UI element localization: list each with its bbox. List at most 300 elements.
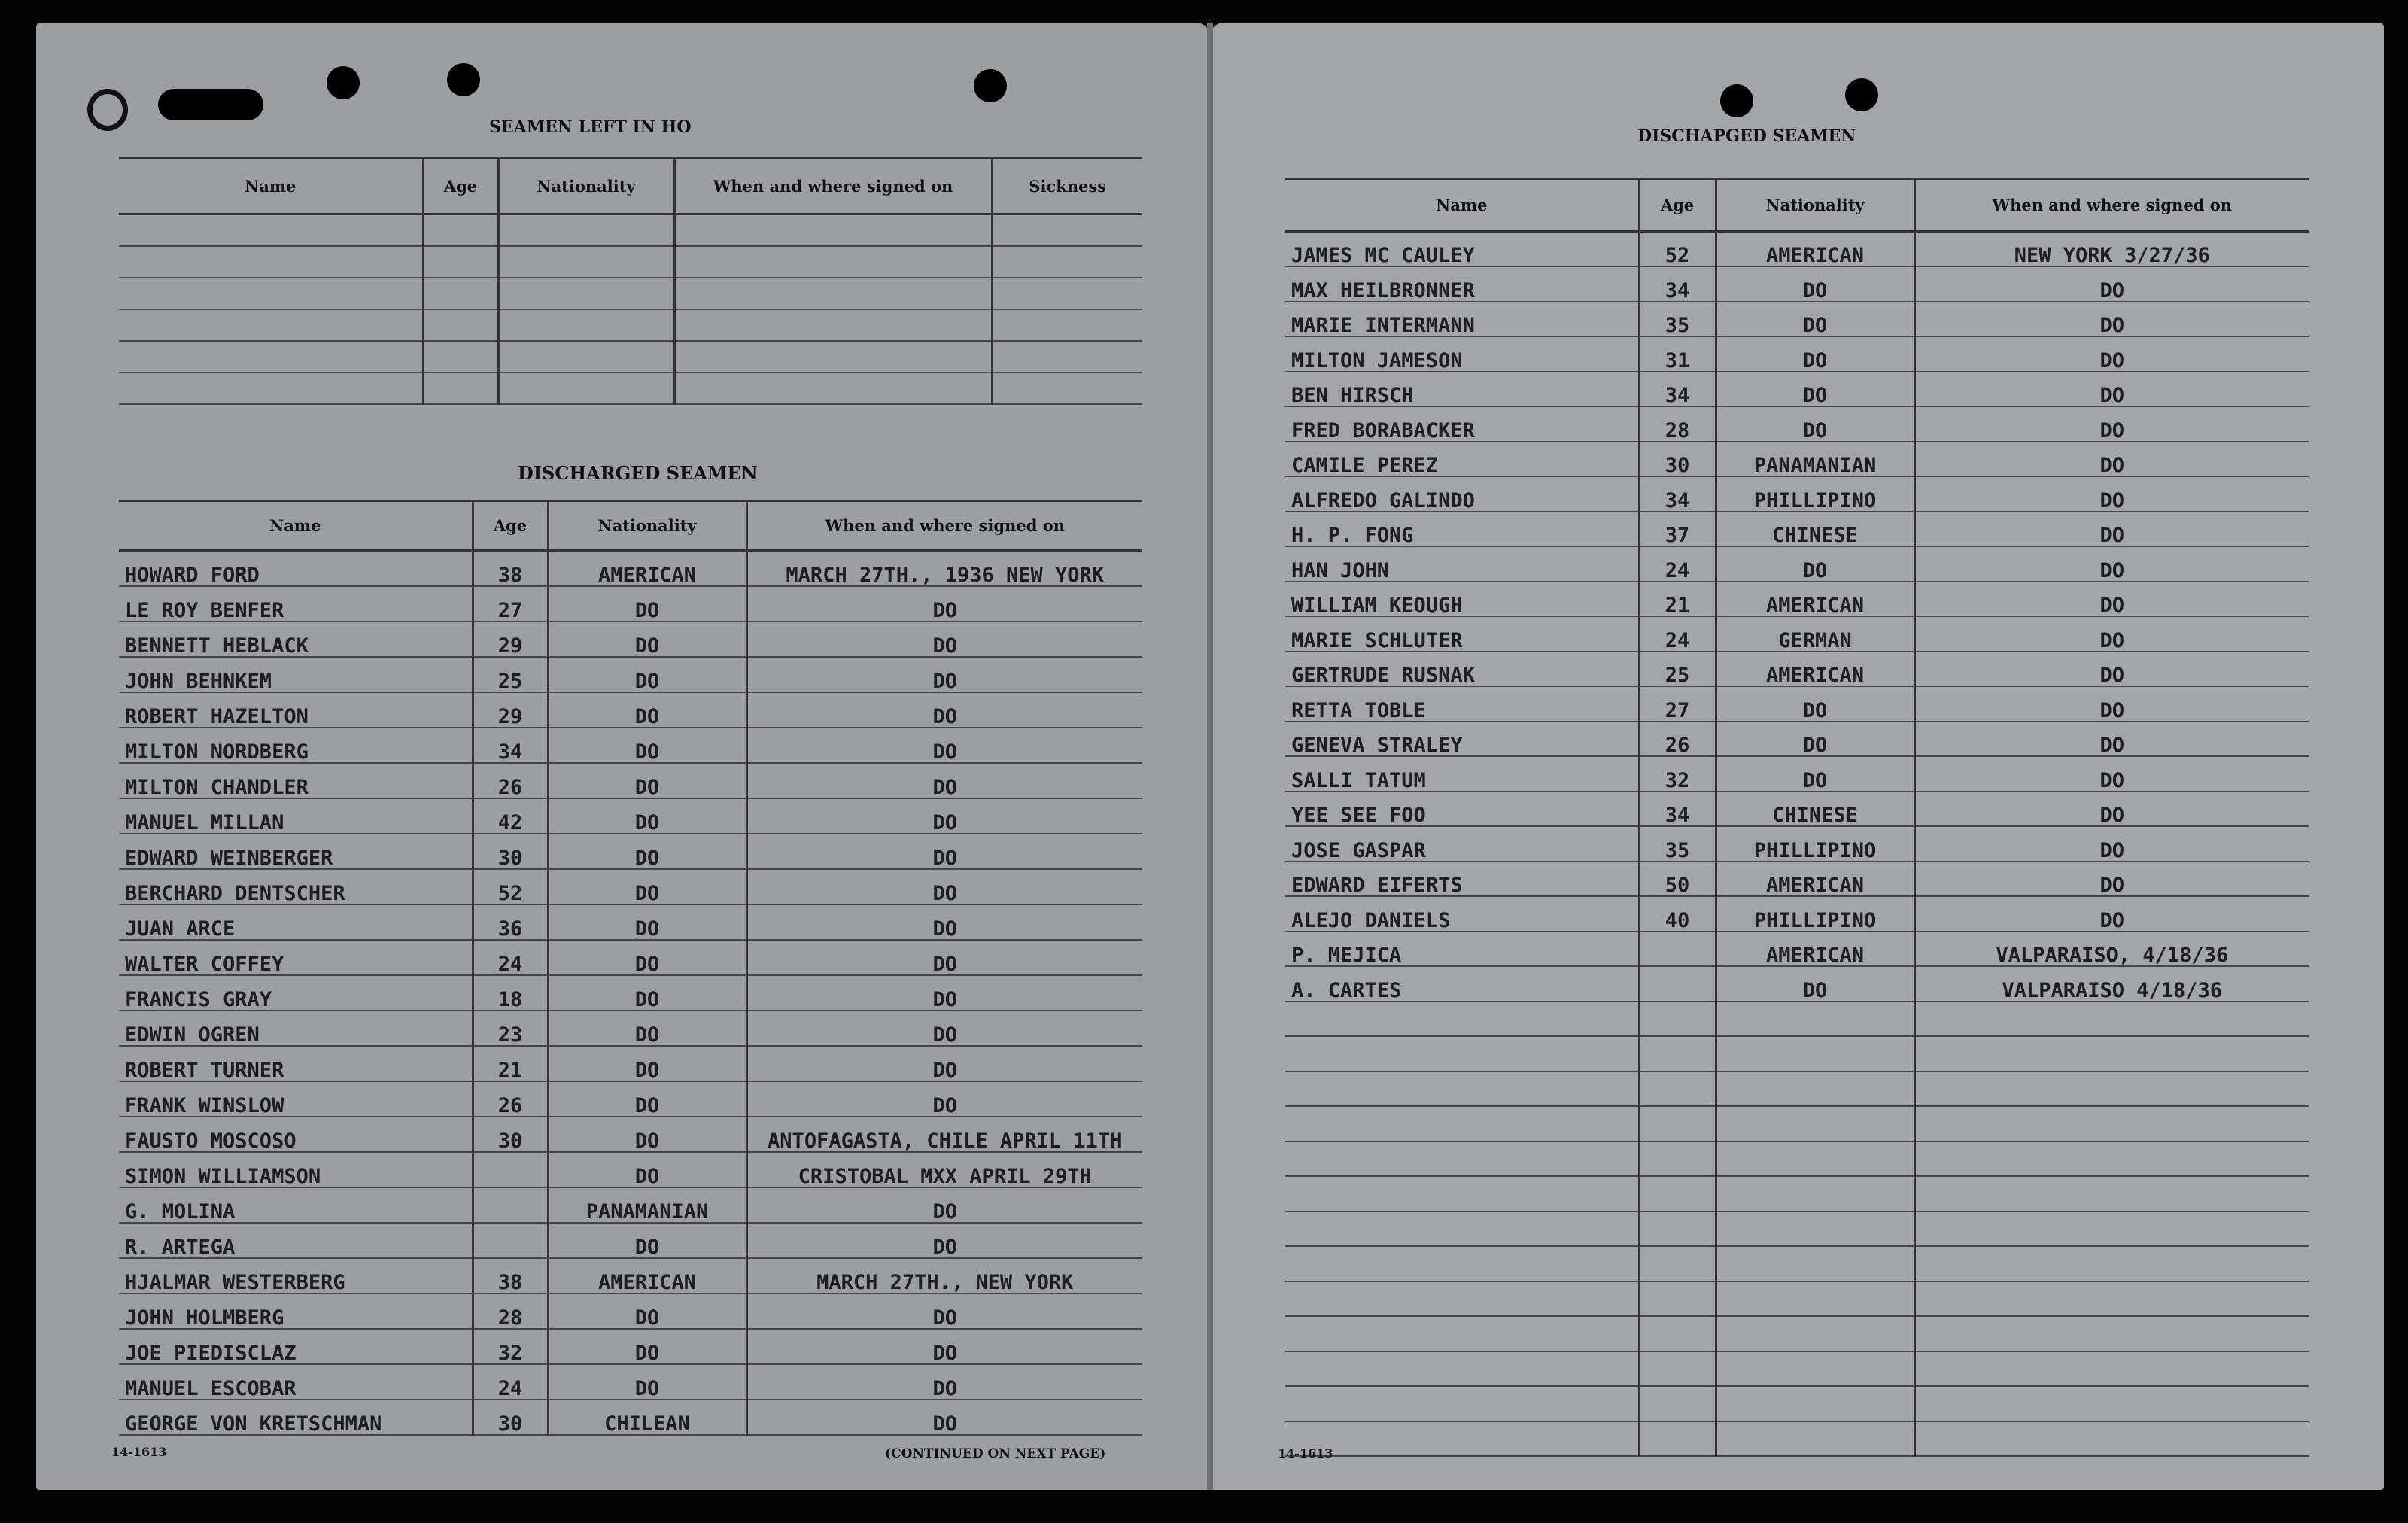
table-row <box>1285 896 2309 932</box>
table-cell: DO <box>746 869 1142 904</box>
table-cell: DO <box>1914 582 2309 617</box>
table-cell: JOHN HOLMBERG <box>119 1293 473 1329</box>
table-cell: FRED BORABACKER <box>1285 406 1639 442</box>
table-cell: MILTON NORDBERG <box>119 728 473 763</box>
table-cell: BENNETT HEBLACK <box>119 622 473 657</box>
table-cell <box>1914 1176 2309 1211</box>
table-cell: 52 <box>1639 232 1716 267</box>
column-header: Name <box>1285 179 1639 232</box>
table-cell: PHILLIPINO <box>1716 476 1914 512</box>
table-cell <box>1285 1316 1639 1351</box>
table-cell: DO <box>1914 792 2309 827</box>
table-cell <box>1285 1386 1639 1421</box>
table-cell: PHILLIPINO <box>1716 826 1914 862</box>
table-cell: 30 <box>1639 442 1716 477</box>
table-cell: AMERICAN <box>1716 932 1914 967</box>
table-cell: 31 <box>1639 336 1716 372</box>
table-cell <box>1285 1421 1639 1457</box>
table-row <box>1285 966 2309 1002</box>
table-cell <box>1285 1281 1639 1317</box>
table-row <box>119 551 1142 586</box>
table-cell: DO <box>746 1011 1142 1046</box>
table-cell: DO <box>1914 266 2309 302</box>
table-cell: DO <box>1914 826 2309 862</box>
table-cell: 37 <box>1639 512 1716 547</box>
table-cell <box>1914 1281 2309 1317</box>
table-row <box>119 1081 1142 1117</box>
form-number: 14-1613 <box>1278 1446 1333 1461</box>
table-cell: DO <box>548 1117 746 1152</box>
table-cell: DO <box>548 622 746 657</box>
table-cell <box>1639 1036 1716 1072</box>
table-row <box>119 278 1142 309</box>
table-cell: DO <box>746 586 1142 622</box>
table-cell <box>1285 1246 1639 1281</box>
table-row <box>1285 1141 2309 1177</box>
table-cell: DO <box>1914 862 2309 897</box>
table-row <box>1285 1281 2309 1317</box>
column-header: Nationality <box>548 501 746 551</box>
table-row <box>119 372 1142 404</box>
table-cell: 38 <box>473 1258 548 1293</box>
table-cell <box>1716 1351 1914 1387</box>
table-cell: ANTOFAGASTA, CHILE APRIL 11TH <box>746 1117 1142 1152</box>
punch-hole-icon <box>327 66 360 99</box>
table-cell: 29 <box>473 622 548 657</box>
table-row <box>1285 512 2309 547</box>
table-row <box>119 657 1142 692</box>
right-title: DISCHAPGED SEAMEN <box>1637 126 1856 146</box>
table-cell: DO <box>746 940 1142 975</box>
table-cell <box>1914 1141 2309 1177</box>
table-row <box>1285 686 2309 722</box>
table-cell: YEE SEE FOO <box>1285 792 1639 827</box>
table-cell: DO <box>1716 372 1914 407</box>
column-header: Name <box>119 501 473 551</box>
table-row <box>119 1258 1142 1293</box>
table-row <box>1285 1106 2309 1141</box>
table-cell: 24 <box>1639 546 1716 582</box>
column-header: When and where signed on <box>674 158 992 214</box>
table-cell: DO <box>1914 896 2309 932</box>
table-row <box>119 1364 1142 1400</box>
table-row <box>1285 582 2309 617</box>
table-cell <box>1716 1316 1914 1351</box>
table-cell: CHILEAN <box>548 1400 746 1435</box>
table-cell: 36 <box>473 904 548 940</box>
column-header: When and where signed on <box>746 501 1142 551</box>
table-cell <box>119 214 423 246</box>
table-cell: 34 <box>473 728 548 763</box>
table-row <box>119 214 1142 246</box>
table-cell: 24 <box>1639 616 1716 652</box>
table-cell <box>992 341 1142 372</box>
table-cell: DO <box>548 798 746 834</box>
table-cell: 18 <box>473 975 548 1011</box>
table-cell: DO <box>746 622 1142 657</box>
punch-hole-icon <box>974 69 1007 102</box>
table-cell: 34 <box>1639 476 1716 512</box>
table-cell: JOE PIEDISCLAZ <box>119 1329 473 1364</box>
table-row <box>119 940 1142 975</box>
table-cell: DO <box>746 1187 1142 1223</box>
table-cell: LE ROY BENFER <box>119 586 473 622</box>
table-cell <box>1639 1246 1716 1281</box>
table-cell <box>992 214 1142 246</box>
table-cell: DO <box>548 1081 746 1117</box>
table-row <box>1285 862 2309 897</box>
table-row <box>1285 546 2309 582</box>
table-cell: DO <box>548 869 746 904</box>
table-cell <box>1914 1386 2309 1421</box>
table-cell <box>1914 1421 2309 1457</box>
table-cell: DO <box>548 763 746 798</box>
table-cell <box>423 246 498 278</box>
table-cell <box>1639 1386 1716 1421</box>
table-cell: 38 <box>473 551 548 586</box>
table-cell: DO <box>1914 512 2309 547</box>
table-cell: DO <box>1914 546 2309 582</box>
table-cell: DO <box>548 1152 746 1187</box>
table-cell <box>1285 1211 1639 1247</box>
table-cell: DO <box>1914 336 2309 372</box>
table-cell <box>1716 1281 1914 1317</box>
table-cell: BEN HIRSCH <box>1285 372 1639 407</box>
table-cell <box>1914 1211 2309 1247</box>
table-cell: DO <box>1716 966 1914 1002</box>
table-cell: AMERICAN <box>548 551 746 586</box>
seamen-left-table <box>119 157 1142 405</box>
table-row <box>119 869 1142 904</box>
table-cell: DO <box>746 763 1142 798</box>
table-cell <box>119 341 423 372</box>
table-row <box>119 1329 1142 1364</box>
table-cell <box>1716 1421 1914 1457</box>
table-cell: AMERICAN <box>1716 652 1914 687</box>
table-cell: DO <box>746 728 1142 763</box>
table-cell: FRANK WINSLOW <box>119 1081 473 1117</box>
table-cell <box>423 214 498 246</box>
table-cell: DO <box>1716 756 1914 792</box>
table-cell: DO <box>746 798 1142 834</box>
table-cell: DO <box>746 1223 1142 1258</box>
table-row <box>119 1187 1142 1223</box>
punch-hole-icon <box>1845 78 1878 111</box>
table-cell: MILTON JAMESON <box>1285 336 1639 372</box>
table-row <box>119 309 1142 341</box>
table-cell <box>1639 1002 1716 1037</box>
table-cell <box>1716 1386 1914 1421</box>
table-cell: DO <box>1914 616 2309 652</box>
table-cell: DO <box>548 1364 746 1400</box>
table-cell <box>1716 1246 1914 1281</box>
table-row <box>1285 1072 2309 1107</box>
table-cell: 40 <box>1639 896 1716 932</box>
table-cell: DO <box>548 1046 746 1081</box>
table-cell <box>674 246 992 278</box>
table-cell <box>1639 1211 1716 1247</box>
table-cell: 24 <box>473 1364 548 1400</box>
table-cell <box>1716 1072 1914 1107</box>
table-cell: 34 <box>1639 372 1716 407</box>
table-cell: VALPARAISO, 4/18/36 <box>1914 932 2309 967</box>
table-cell <box>674 309 992 341</box>
table-row <box>1285 1316 2309 1351</box>
table-cell: H. P. FONG <box>1285 512 1639 547</box>
table-cell: DO <box>1716 266 1914 302</box>
table-cell: DO <box>746 1293 1142 1329</box>
table-row <box>1285 372 2309 407</box>
table-cell: MARIE INTERMANN <box>1285 302 1639 337</box>
table-row <box>119 834 1142 869</box>
punch-hole-icon <box>447 63 480 96</box>
table-cell <box>119 246 423 278</box>
table-cell: MARIE SCHLUTER <box>1285 616 1639 652</box>
table-cell <box>992 246 1142 278</box>
table-cell: DO <box>1914 722 2309 757</box>
table-cell: 30 <box>473 834 548 869</box>
table-cell: DO <box>548 692 746 728</box>
table-cell: CHINESE <box>1716 512 1914 547</box>
table-cell: EDWIN OGREN <box>119 1011 473 1046</box>
table-cell <box>1914 1316 2309 1351</box>
table-row <box>119 1117 1142 1152</box>
left-discharged-table <box>119 500 1142 1436</box>
table-cell: FAUSTO MOSCOSO <box>119 1117 473 1152</box>
table-row <box>1285 932 2309 967</box>
table-row <box>119 1293 1142 1329</box>
table-cell: EDWARD WEINBERGER <box>119 834 473 869</box>
column-header: When and where signed on <box>1914 179 2309 232</box>
table-cell: DO <box>1716 546 1914 582</box>
table-cell: 34 <box>1639 266 1716 302</box>
table-cell <box>473 1187 548 1223</box>
table-cell: VALPARAISO 4/18/36 <box>1914 966 2309 1002</box>
table-cell <box>1914 1072 2309 1107</box>
table-row <box>1285 232 2309 267</box>
table-cell: DO <box>746 657 1142 692</box>
table-cell: GERTRUDE RUSNAK <box>1285 652 1639 687</box>
table-cell: HOWARD FORD <box>119 551 473 586</box>
table-cell <box>423 278 498 309</box>
table-row <box>119 975 1142 1011</box>
table-cell <box>119 372 423 404</box>
table-row <box>1285 1421 2309 1457</box>
table-cell: JAMES MC CAULEY <box>1285 232 1639 267</box>
table-row <box>119 1011 1142 1046</box>
table-cell: 32 <box>1639 756 1716 792</box>
table-cell: R. ARTEGA <box>119 1223 473 1258</box>
table-row <box>119 341 1142 372</box>
table-row <box>1285 616 2309 652</box>
table-cell: DO <box>1914 442 2309 477</box>
table-cell <box>992 309 1142 341</box>
table-cell <box>1639 1141 1716 1177</box>
table-cell: AMERICAN <box>1716 862 1914 897</box>
table-cell: GERMAN <box>1716 616 1914 652</box>
table-cell <box>1716 1211 1914 1247</box>
table-cell: DO <box>1716 302 1914 337</box>
table-row <box>119 763 1142 798</box>
table-cell: DO <box>548 1011 746 1046</box>
table-cell: 52 <box>473 869 548 904</box>
table-cell: DO <box>1914 302 2309 337</box>
table-row <box>119 728 1142 763</box>
table-cell: 27 <box>473 586 548 622</box>
table-cell: DO <box>548 940 746 975</box>
right-discharged-table <box>1285 178 2309 1457</box>
table-cell: PHILLIPINO <box>1716 896 1914 932</box>
table-cell: GENEVA STRALEY <box>1285 722 1639 757</box>
table-cell: DO <box>1716 336 1914 372</box>
table-cell: 23 <box>473 1011 548 1046</box>
column-header: Age <box>1639 179 1716 232</box>
table-cell: DO <box>548 586 746 622</box>
table-cell <box>423 341 498 372</box>
table-row <box>1285 336 2309 372</box>
table-cell: DO <box>746 834 1142 869</box>
binder-clip-icon <box>158 89 263 120</box>
table-cell: DO <box>548 1223 746 1258</box>
table-cell: 35 <box>1639 302 1716 337</box>
table-cell: DO <box>1914 406 2309 442</box>
form-number: 14-1613 <box>111 1445 167 1459</box>
table-cell <box>1285 1351 1639 1387</box>
table-cell <box>674 278 992 309</box>
table-cell <box>992 278 1142 309</box>
table-cell: 25 <box>1639 652 1716 687</box>
table-row <box>119 1223 1142 1258</box>
table-cell: DO <box>548 728 746 763</box>
table-cell: CRISTOBAL MXX APRIL 29TH <box>746 1152 1142 1187</box>
table-cell: DO <box>548 1329 746 1364</box>
table-cell: A. CARTES <box>1285 966 1639 1002</box>
table-cell: GEORGE VON KRETSCHMAN <box>119 1400 473 1435</box>
table-cell: DO <box>1716 722 1914 757</box>
table-cell: DO <box>746 1329 1142 1364</box>
table-cell <box>1285 1072 1639 1107</box>
table-cell: DO <box>548 904 746 940</box>
table-cell: MARCH 27TH., 1936 NEW YORK <box>746 551 1142 586</box>
table-row <box>1285 722 2309 757</box>
table-cell: MANUEL MILLAN <box>119 798 473 834</box>
table-cell: CAMILE PEREZ <box>1285 442 1639 477</box>
table-cell: 34 <box>1639 792 1716 827</box>
table-row <box>119 692 1142 728</box>
table-cell: DO <box>746 1081 1142 1117</box>
table-row <box>1285 302 2309 337</box>
table-cell: PANAMANIAN <box>1716 442 1914 477</box>
table-cell <box>473 1223 548 1258</box>
column-header: Sickness <box>992 158 1142 214</box>
table-cell <box>1716 1036 1914 1072</box>
column-header: Name <box>119 158 423 214</box>
table-cell: 28 <box>473 1293 548 1329</box>
table-cell: 26 <box>473 763 548 798</box>
table-cell: AMERICAN <box>548 1258 746 1293</box>
table-row <box>1285 826 2309 862</box>
table-cell <box>1639 1316 1716 1351</box>
table-cell <box>498 246 674 278</box>
table-cell: SALLI TATUM <box>1285 756 1639 792</box>
table-cell: 21 <box>1639 582 1716 617</box>
column-header: Nationality <box>1716 179 1914 232</box>
continued-note: (CONTINUED ON NEXT PAGE) <box>885 1446 1106 1461</box>
table-cell: ROBERT HAZELTON <box>119 692 473 728</box>
table-cell <box>674 372 992 404</box>
table-cell: DO <box>746 692 1142 728</box>
table-cell: ALFREDO GALINDO <box>1285 476 1639 512</box>
table-cell <box>1639 1281 1716 1317</box>
table-cell <box>674 214 992 246</box>
table-cell: DO <box>548 975 746 1011</box>
table-cell: MILTON CHANDLER <box>119 763 473 798</box>
table-cell: 21 <box>473 1046 548 1081</box>
table-cell: DO <box>1716 686 1914 722</box>
table-cell: AMERICAN <box>1716 232 1914 267</box>
table-cell: DO <box>1914 476 2309 512</box>
table-row <box>119 1046 1142 1081</box>
table-row <box>119 246 1142 278</box>
table-cell <box>423 309 498 341</box>
table-cell <box>1716 1141 1914 1177</box>
table-cell: DO <box>746 1400 1142 1435</box>
table-row <box>1285 1176 2309 1211</box>
table-cell <box>1639 1421 1716 1457</box>
table-cell: DO <box>548 1293 746 1329</box>
table-cell: JOSE GASPAR <box>1285 826 1639 862</box>
table-cell: NEW YORK 3/27/36 <box>1914 232 2309 267</box>
table-cell: AMERICAN <box>1716 582 1914 617</box>
table-cell <box>498 372 674 404</box>
table-cell: SIMON WILLIAMSON <box>119 1152 473 1187</box>
table-cell: ROBERT TURNER <box>119 1046 473 1081</box>
table-cell <box>1285 1106 1639 1141</box>
table-cell <box>1716 1002 1914 1037</box>
table-cell: 29 <box>473 692 548 728</box>
table-cell: MANUEL ESCOBAR <box>119 1364 473 1400</box>
table-cell: MARCH 27TH., NEW YORK <box>746 1258 1142 1293</box>
table-row <box>1285 652 2309 687</box>
table-cell <box>498 341 674 372</box>
table-cell: 42 <box>473 798 548 834</box>
table-cell: 26 <box>1639 722 1716 757</box>
table-cell: DO <box>1914 756 2309 792</box>
table-cell: 30 <box>473 1400 548 1435</box>
table-cell <box>1716 1106 1914 1141</box>
table-cell: DO <box>1716 406 1914 442</box>
table-cell <box>1914 1036 2309 1072</box>
table-cell: DO <box>548 834 746 869</box>
table-cell: 30 <box>473 1117 548 1152</box>
table-cell <box>992 372 1142 404</box>
table-cell <box>1285 1176 1639 1211</box>
column-header: Nationality <box>498 158 674 214</box>
table-cell: 32 <box>473 1329 548 1364</box>
table-cell: HAN JOHN <box>1285 546 1639 582</box>
table-cell <box>1639 966 1716 1002</box>
table-cell: 35 <box>1639 826 1716 862</box>
table-cell <box>1639 1351 1716 1387</box>
table-cell: WALTER COFFEY <box>119 940 473 975</box>
table-cell: DO <box>548 657 746 692</box>
table-row <box>1285 406 2309 442</box>
table-cell <box>423 372 498 404</box>
table-cell <box>1285 1141 1639 1177</box>
discharged-seamen-title: DISCHARGED SEAMEN <box>518 462 758 484</box>
seamen-left-title: SEAMEN LEFT IN HO <box>489 117 692 137</box>
table-cell <box>498 309 674 341</box>
